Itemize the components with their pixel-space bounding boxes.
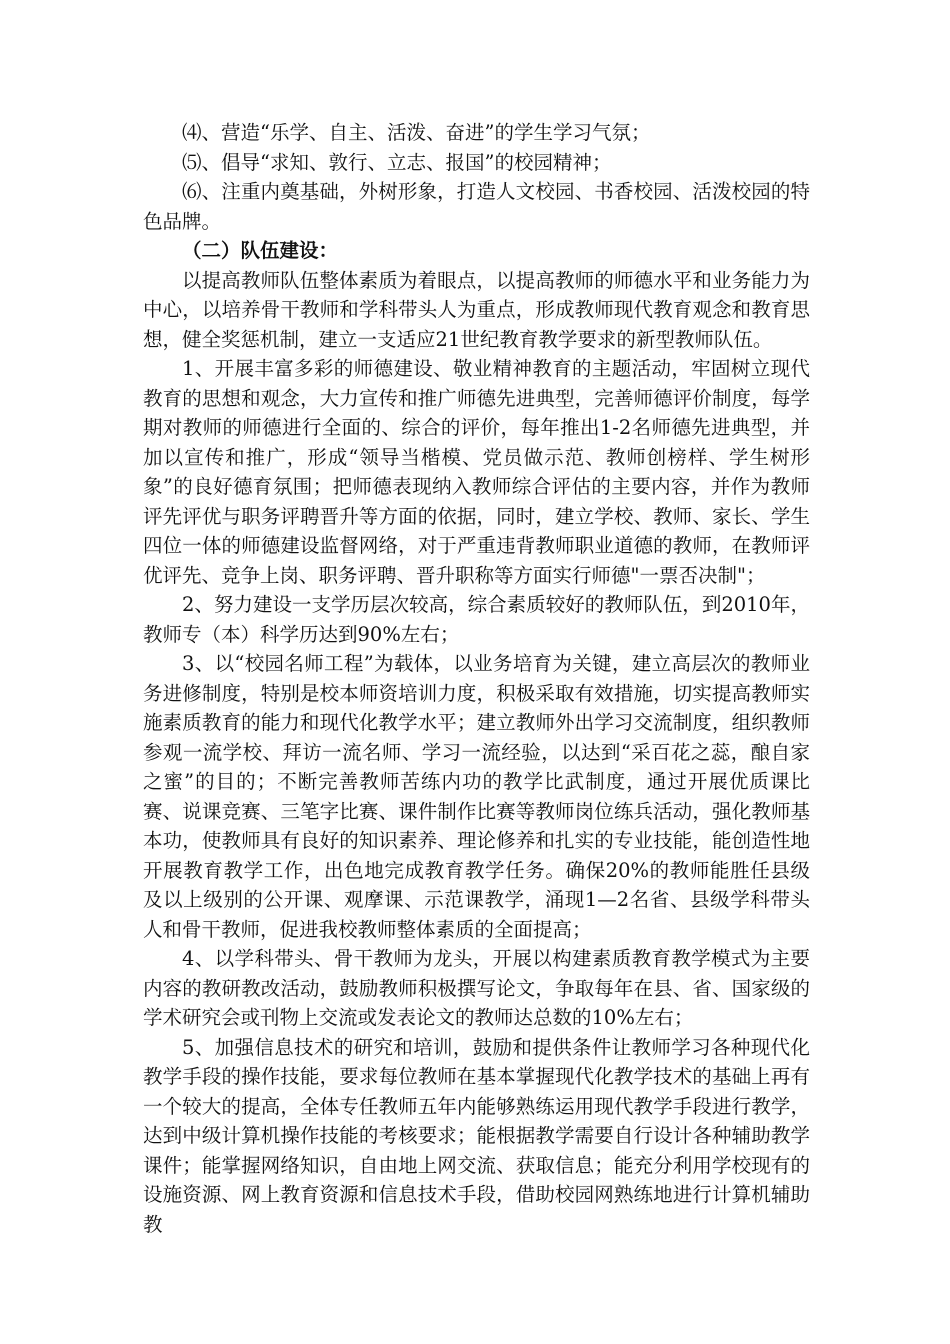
paragraph-point-5: 5、加强信息技术的研究和培训，鼓励和提供条件让教师学习各种现代化教学手段的操作技能，要求每位教师在基本掌握现代化教学技术的基础上再有一个较大的提高，全体专任教师五年内能够熟练运用现代教学手段进行教学，达到中级计算机操作技能的考核要求；能根据教学需要自行设计各种辅助教学课件；能掌握网络知识，自由地上网交流、获取信息；能充分利用学校现有的设施资源、网上教育资源和信息技术手段，借助校园网熟练地进行计算机辅助教 [143,1035,810,1236]
paragraph-point-1: 1、开展丰富多彩的师德建设、敬业精神教育的主题活动，牢固树立现代教育的思想和观念，大力宣传和推广师德先进典型，完善师德评价制度，每学期对教师的师德进行全面的、综合的评价，每年推出1-2名师德先进典型，并加以宣传和推广，形成“领导当楷模、党员做示范、教师创榜样、学生树形象”的良好德育氛围；把师德表现纳入教师综合评估的主要内容，并作为教师评先评优与职务评聘晋升等方面的依据，同时，建立学校、教师、家长、学生四位一体的师德建设监督网络，对于严重违背教师职业道德的教师，在教师评优评先、竞争上岗、职务评聘、晋升职称等方面实行师德"一票否决制"； [143,357,810,587]
section-heading: （二）队伍建设： [182,239,339,262]
paragraph-item-5: ⑸、倡导“求知、敦行、立志、报国”的校园精神； [182,150,612,174]
paragraph-point-4: 4、以学科带头、骨干教师为龙头，开展以构建素质教育教学模式为主要内容的教研教改活动，鼓励教师积极撰写论文，争取每年在县、省、国家级的学术研究会或刊物上交流或发表论文的教师达总数的10%左右； [143,947,810,1029]
paragraph-item-4: ⑷、营造“乐学、自主、活泼、奋进”的学生学习气氛； [182,121,651,144]
paragraph-point-3: 3、以“校园名师工程”为载体，以业务培育为关键，建立高层次的教师业务进修制度，特别是校本师资培训力度，积极采取有效措施，切实提高教师实施素质教育的能力和现代化教学水平；建立教师外出学习交流制度，组织教师参观一流学校、拜访一流名师、学习一流经验，以达到“采百花之蕊，酿自家之蜜”的目的；不断完善教师苦练内功的教学比武制度，通过开展优质课比赛、说课竞赛、三笔字比赛、课件制作比赛等教师岗位练兵活动，强化教师基本功，使教师具有良好的知识素养、理论修养和扎实的专业技能，能创造性地开展教育教学工作，出色地完成教育教学任务。确保20%的教师能胜任县级及以上级别的公开课、观摩课、示范课教学，涌现1—2名省、县级学科带头人和骨干教师，促进我校教师整体素质的全面提高； [143,652,810,941]
paragraph-intro: 以提高教师队伍整体素质为着眼点，以提高教师的师德水平和业务能力为中心，以培养骨干教师和学科带头人为重点，形成教师现代教育观念和教育思想，健全奖惩机制，建立一支适应21世纪教育教学要求的新型教师队伍。 [143,268,810,351]
paragraph-item-6: ⑹、注重内奠基础，外树形象，打造人文校园、书香校园、活泼校园的特色品牌。 [143,180,810,233]
paragraph-point-2: 2、努力建设一支学历层次较高，综合素质较好的教师队伍，到2010年，教师专（本）科学历达到90%左右； [143,593,810,646]
